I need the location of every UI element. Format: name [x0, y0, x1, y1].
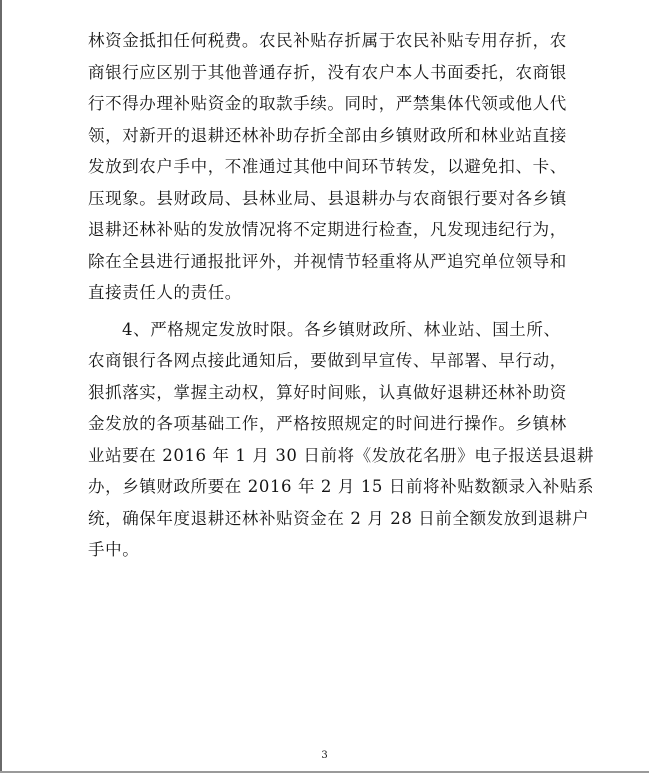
paragraph-2-line-1: 4、严格规定发放时限。各乡镇财政所、林业站、国土所、	[122, 320, 561, 339]
paragraph-1-line-2: 商银行应区别于其他普通存折，没有农户本人书面委托，农商银	[88, 63, 567, 82]
paragraph-1-line-5: 发放到农户手中，不准通过其他中间环节转发，以避免扣、卡、	[88, 157, 567, 176]
paragraph-1-line-3: 行不得办理补贴资金的取款手续。同时，严禁集体代领或他人代	[88, 94, 567, 113]
paragraph-1-line-1: 林资金抵扣任何税费。农民补贴存折属于农民补贴专用存折，农	[88, 31, 567, 50]
paragraph-1-line-7: 退耕还林补贴的发放情况将不定期进行检查，凡发现违纪行为，	[88, 220, 567, 239]
page-left-edge	[0, 0, 2, 773]
paragraph-2-line-5: 业站要在 2016 年 1 月 30 日前将《发放花名册》电子报送县退耕	[88, 446, 595, 465]
page-number: 3	[321, 750, 328, 761]
paragraph-2-line-8: 手中。	[88, 540, 140, 559]
paragraph-1-line-6: 压现象。县财政局、县林业局、县退耕办与农商银行要对各乡镇	[88, 189, 567, 208]
paragraph-2-line-6: 办，乡镇财政所要在 2016 年 2 月 15 日前将补贴数额录入补贴系	[88, 477, 595, 496]
paragraph-2-line-4: 金发放的各项基础工作，严格按照规定的时间进行操作。乡镇林	[88, 414, 567, 433]
paragraph-2-line-7: 统，确保年度退耕还林补贴资金在 2 月 28 日前全额发放到退耕户	[88, 509, 590, 528]
paragraph-1-line-4: 领，对新开的退耕还林补助存折全部由乡镇财政所和林业站直接	[88, 126, 567, 145]
paragraph-2-line-3: 狠抓落实，掌握主动权，算好时间账，认真做好退耕还林补助资	[88, 383, 567, 402]
paragraph-1-line-8: 除在全县进行通报批评外，并视情节轻重将从严追究单位领导和	[88, 252, 567, 271]
paragraph-2-line-2: 农商银行各网点接此通知后，要做到早宣传、早部署、早行动，	[88, 351, 567, 370]
paragraph-1-line-9: 直接责任人的责任。	[88, 283, 242, 302]
